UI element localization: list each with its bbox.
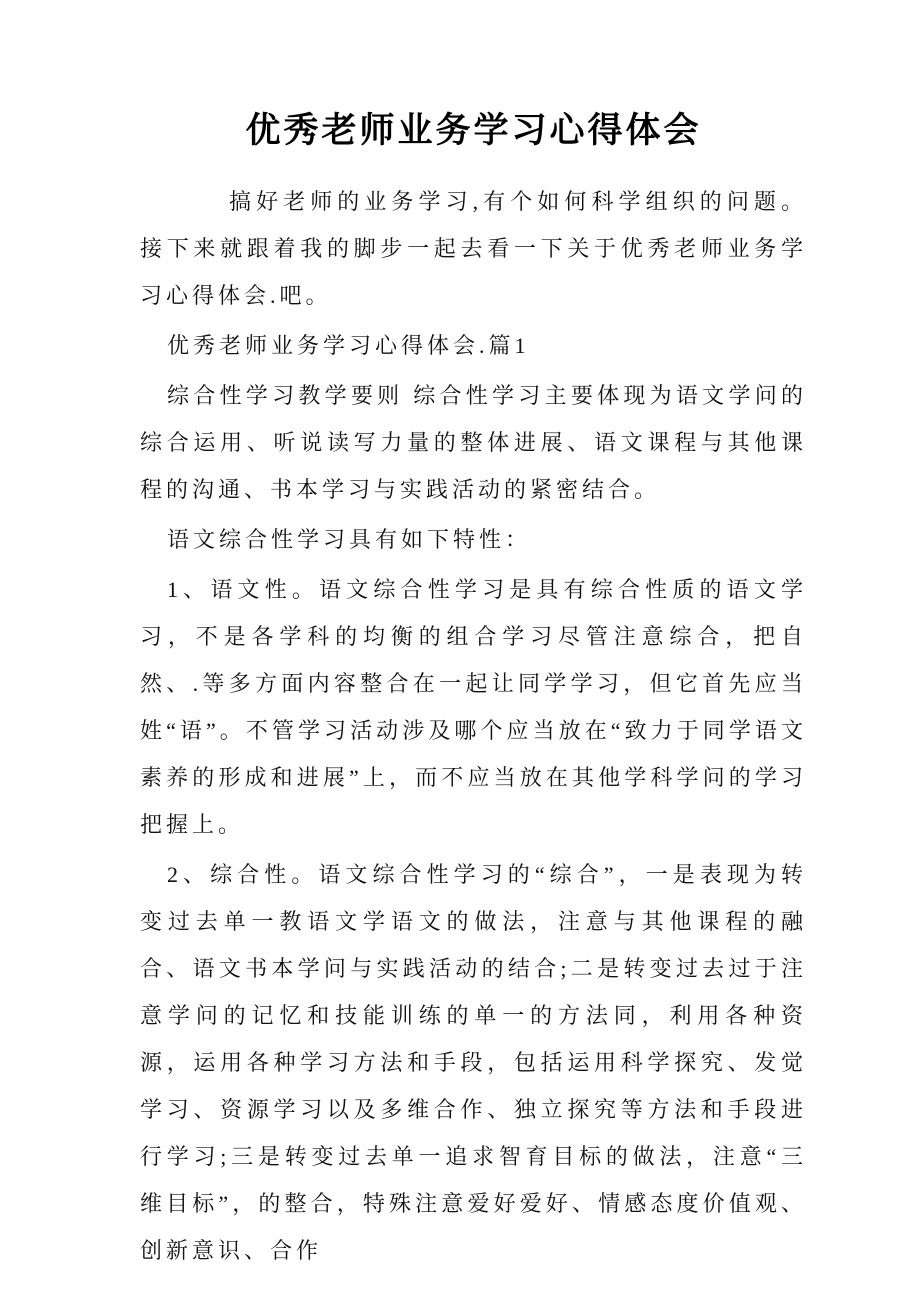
paragraph-section-heading: 优秀老师业务学习心得体会.篇1 bbox=[167, 333, 530, 358]
document-title: 优秀老师业务学习心得体会 bbox=[245, 111, 702, 150]
paragraph-lead-in: 语文综合性学习具有如下特性： bbox=[167, 527, 532, 552]
paragraph-point-1: 1、语文性。语文综合性学习是具有综合性质的语文学习，不是各学科的均衡的组合学习尽管注意综合，把自然、.等多方面内容整合在一起让同学学习，但它首先应当姓“语”。不管学习活动涉及哪个应当放在“致力于同学语文素养的形成和进展”上，而不应当放在其他学科学问的学习把握上。 bbox=[140, 577, 807, 837]
paragraph-overview: 综合性学习教学要则 综合性学习主要体现为语文学问的综合运用、听说读写力量的整体进展、语文课程与其他课程的沟通、书本学习与实践活动的紧密结合。 bbox=[140, 383, 807, 502]
paragraph-point-2: 2、综合性。语文综合性学习的“综合”，一是表现为转变过去单一教语文学语文的做法，注意与其他课程的融合、语文书本学问与实践活动的结合;二是转变过去过于注意学问的记忆和技能训练的单一的方法同，利用各种资源，运用各种学习方法和手段，包括运用科学探究、发觉学习、资源学习以及多维合作、独立探究等方法和手段进行学习;三是转变过去单一追求智育目标的做法，注意“三维目标”，的整合，特殊注意爱好爱好、情感态度价值观、创新意识、合作 bbox=[140, 862, 807, 1263]
paragraph-intro: 搞好老师的业务学习,有个如何科学组织的问题。接下来就跟着我的脚步一起去看一下关于优秀老师业务学习心得体会.吧。 bbox=[140, 189, 807, 308]
